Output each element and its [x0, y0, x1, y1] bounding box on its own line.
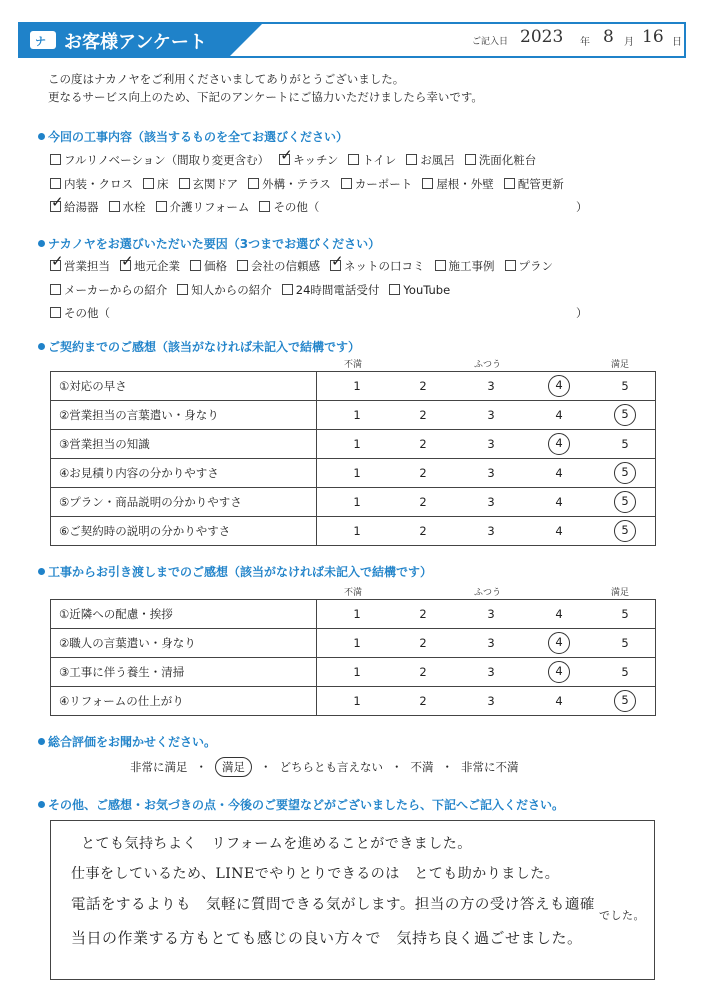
checkbox-label: 24時間電話受付	[295, 283, 380, 297]
checkbox-label: ネットの口コミ	[344, 259, 425, 273]
checkbox-label: YouTube	[403, 283, 451, 297]
rating-row	[51, 459, 656, 488]
comment-box[interactable]	[50, 820, 655, 980]
section-title-text: 総合評価をお聞かせください。	[48, 735, 217, 749]
checkbox[interactable]	[259, 201, 270, 212]
section-title-q6	[38, 796, 564, 813]
rating-option[interactable]: 1	[353, 466, 361, 480]
rating-scale	[317, 372, 656, 401]
overall-option-selected[interactable]: 満足	[215, 757, 252, 777]
checkbox-option[interactable]	[330, 258, 425, 274]
rating-option-selected[interactable]: 4	[548, 375, 570, 397]
section-title-text: 今回の工事内容（該当するものを全てお選びください）	[48, 130, 349, 144]
scale-low: 不満	[344, 588, 363, 598]
section-title-text: ご契約までのご感想（該当がなければ未記入で結構です）	[48, 340, 361, 354]
checkbox-option[interactable]	[504, 176, 564, 192]
month-unit: 月	[624, 37, 634, 48]
checkbox-label: キッチン	[293, 153, 339, 167]
checkbox-option[interactable]	[50, 282, 167, 298]
rating-option[interactable]: 3	[487, 607, 495, 621]
checkbox[interactable]	[120, 260, 131, 271]
checkbox-option[interactable]	[435, 258, 495, 274]
checkbox[interactable]	[279, 154, 290, 165]
checkbox[interactable]	[341, 178, 352, 189]
title-band	[20, 24, 230, 56]
rating-option[interactable]: 3	[487, 379, 495, 393]
checkbox[interactable]	[190, 260, 201, 271]
scale-mid: ふつう	[474, 588, 502, 598]
checkbox-option[interactable]	[50, 152, 269, 168]
checkbox-option[interactable]	[422, 176, 494, 192]
rating-row	[51, 430, 656, 459]
checkbox[interactable]	[179, 178, 190, 189]
checkbox[interactable]	[50, 201, 61, 212]
rating-option[interactable]: 3	[487, 636, 495, 650]
overall-option[interactable]: 非常に不満	[461, 760, 519, 774]
date-label: ご記入日	[472, 37, 509, 47]
page-title: お客様アンケート	[64, 32, 207, 53]
date-day[interactable]: 16	[642, 27, 664, 47]
checkbox[interactable]	[248, 178, 259, 189]
rating-option-selected[interactable]: 5	[614, 690, 636, 712]
checkbox-label: フルリノベーション（間取り変更含む）	[64, 153, 270, 167]
checkbox[interactable]	[282, 284, 293, 295]
rating-option[interactable]: 2	[419, 636, 427, 650]
checkbox[interactable]	[156, 201, 167, 212]
checkbox[interactable]	[435, 260, 446, 271]
checkbox[interactable]	[143, 178, 154, 189]
rating-question: ②営業担当の言葉遣い・身なり	[51, 401, 317, 430]
checkbox-label: 屋根・外壁	[436, 177, 494, 191]
rating-option[interactable]: 2	[419, 408, 427, 422]
checkbox-option[interactable]	[120, 258, 180, 274]
checkbox-label: 洗面化粧台	[478, 153, 537, 167]
rating-option[interactable]: 2	[419, 466, 427, 480]
intro-line: この度はナカノヤをご利用くださいましてありがとうございました。	[48, 72, 405, 86]
rating-option[interactable]: 1	[353, 607, 361, 621]
rating-option[interactable]: 5	[621, 665, 629, 679]
section-title-text: ナカノヤをお選びいただいた要因（3つまでお選びください）	[48, 237, 381, 251]
rating-question: ③工事に伴う養生・清掃	[51, 658, 317, 687]
checkbox[interactable]	[422, 178, 433, 189]
checkbox-option[interactable]	[50, 305, 110, 321]
rating-row	[51, 401, 656, 430]
comment-line: 仕事をしているため、LINEでやりとりできるのは とても助かりました。	[71, 866, 560, 882]
rating-scale	[317, 629, 656, 658]
section-title-q1	[38, 128, 348, 145]
scale-high: 満足	[611, 588, 630, 598]
rating-option[interactable]: 3	[487, 524, 495, 538]
checkbox-option[interactable]	[282, 282, 380, 298]
rating-option-selected[interactable]: 5	[614, 462, 636, 484]
rating-question: ③営業担当の知識	[51, 430, 317, 459]
rating-scale	[317, 401, 656, 430]
checkbox-option[interactable]	[406, 152, 455, 168]
checkbox-option[interactable]	[143, 176, 169, 192]
checkbox-row	[50, 282, 460, 298]
checkbox-option[interactable]	[341, 176, 413, 192]
checkbox[interactable]	[50, 284, 61, 295]
rating-scale	[317, 517, 656, 546]
rating-option[interactable]: 3	[487, 466, 495, 480]
checkbox-row	[50, 258, 563, 274]
checkbox-label: 知人からの紹介	[191, 283, 272, 297]
close-paren: ）	[576, 306, 588, 320]
rating-option[interactable]: 1	[353, 524, 361, 538]
checkbox[interactable]	[504, 178, 515, 189]
rating-option[interactable]: 2	[419, 379, 427, 393]
section-title-q4	[38, 563, 432, 580]
rating-row	[51, 658, 656, 687]
checkbox-label: その他（	[64, 306, 110, 320]
checkbox-row	[50, 305, 120, 321]
checkbox[interactable]	[348, 154, 359, 165]
intro-text	[48, 70, 483, 106]
comment-line: でした。	[599, 909, 645, 922]
rating-option[interactable]: 2	[419, 524, 427, 538]
date-year[interactable]: 2023	[520, 27, 564, 47]
checkbox-label: 給湯器	[64, 200, 99, 214]
rating-option[interactable]: 1	[353, 379, 361, 393]
rating-option[interactable]: 4	[555, 524, 563, 538]
rating-option[interactable]: 3	[487, 495, 495, 509]
rating-option[interactable]: 5	[621, 437, 629, 451]
overall-options	[130, 759, 527, 775]
checkbox-label: 施工事例	[448, 259, 495, 273]
rating-scale	[317, 459, 656, 488]
bullet-icon	[38, 133, 45, 140]
rating-option[interactable]: 2	[419, 694, 427, 708]
scale-mid: ふつう	[474, 360, 502, 370]
rating-row	[51, 687, 656, 716]
rating-option[interactable]: 5	[621, 379, 629, 393]
day-unit: 日	[672, 37, 682, 48]
checkbox-label: 価格	[204, 259, 227, 273]
checkbox-label: メーカーからの紹介	[64, 283, 168, 297]
section-title-q3	[38, 338, 360, 355]
rating-option[interactable]: 1	[353, 408, 361, 422]
bullet-icon	[38, 240, 45, 247]
rating-option[interactable]: 4	[555, 466, 563, 480]
separator: ・	[391, 760, 403, 774]
checkbox-option[interactable]	[190, 258, 227, 274]
checkbox-label: カーポート	[354, 177, 413, 191]
rating-row	[51, 488, 656, 517]
rating-row	[51, 517, 656, 546]
checkbox-option[interactable]	[156, 199, 250, 215]
bullet-icon	[38, 568, 45, 575]
checkbox-row	[50, 152, 546, 168]
rating-option-selected[interactable]: 5	[614, 491, 636, 513]
overall-option[interactable]: 不満	[410, 760, 434, 774]
rating-option[interactable]: 2	[419, 437, 427, 451]
checkbox-label: その他（	[273, 200, 320, 214]
rating-question: ①対応の早さ	[51, 372, 317, 401]
rating-option[interactable]: 5	[621, 636, 629, 650]
rating-scale	[317, 430, 656, 459]
rating-question: ④お見積り内容の分かりやすさ	[51, 459, 317, 488]
rating-row	[51, 629, 656, 658]
section-title-text: その他、ご感想・お気づきの点・今後のご要望などがございましたら、下記へご記入ください。	[48, 798, 565, 812]
rating-option[interactable]: 3	[487, 437, 495, 451]
checkbox-row	[50, 176, 574, 192]
header	[18, 22, 686, 58]
checkbox-label: 営業担当	[64, 259, 110, 273]
section-title-q5	[38, 733, 216, 750]
logo-text: ナ	[35, 35, 46, 48]
rating-scale	[317, 687, 656, 716]
checkbox-option[interactable]	[177, 282, 272, 298]
checkbox[interactable]	[465, 154, 476, 165]
scale-low: 不満	[344, 360, 363, 370]
checkbox-label: 地元企業	[134, 259, 180, 273]
checkbox[interactable]	[406, 154, 417, 165]
rating-question: ②職人の言葉遣い・身なり	[51, 629, 317, 658]
rating-question: ④リフォームの仕上がり	[51, 687, 317, 716]
rating-option[interactable]: 3	[487, 694, 495, 708]
comment-line: 電話をするよりも 気軽に質問できる気がします。担当の方の受け答えも適確	[71, 897, 595, 913]
rating-option[interactable]: 3	[487, 665, 495, 679]
rating-option[interactable]: 4	[555, 694, 563, 708]
checkbox[interactable]	[330, 260, 341, 271]
checkbox-option[interactable]	[179, 176, 239, 192]
overall-option[interactable]: どちらとも言えない	[279, 760, 383, 774]
checkbox-label: 会社の信頼感	[251, 259, 320, 273]
checkbox-label: プラン	[518, 259, 553, 273]
separator: ・	[260, 760, 272, 774]
rating-option[interactable]: 2	[419, 665, 427, 679]
date-month[interactable]: 8	[603, 27, 614, 47]
checkbox-option[interactable]	[505, 258, 554, 274]
rating-option-selected[interactable]: 4	[548, 632, 570, 654]
checkbox-label: トイレ	[362, 153, 397, 167]
rating-option[interactable]: 1	[353, 665, 361, 679]
section-title-text: 工事からお引き渡しまでのご感想（該当がなければ未記入で結構です）	[48, 565, 433, 579]
rating-scale	[317, 488, 656, 517]
rating-option[interactable]: 1	[353, 636, 361, 650]
q3-rating-table	[50, 371, 656, 546]
checkbox-label: お風呂	[420, 153, 455, 167]
checkbox[interactable]	[505, 260, 516, 271]
checkbox-option[interactable]	[109, 199, 146, 215]
checkbox-option[interactable]	[279, 152, 338, 168]
year-unit: 年	[580, 37, 590, 48]
comment-line: とても気持ちよく リフォームを進めることができました。	[81, 836, 472, 852]
separator: ・	[441, 760, 453, 774]
checkbox-label: 配管更新	[517, 177, 564, 191]
bullet-icon	[38, 343, 45, 350]
rating-question: ⑥ご契約時の説明の分かりやすさ	[51, 517, 317, 546]
checkbox[interactable]	[237, 260, 248, 271]
rating-scale	[317, 600, 656, 629]
section-title-q2	[38, 235, 380, 252]
checkbox-option[interactable]	[465, 152, 537, 168]
rating-option[interactable]: 1	[353, 694, 361, 708]
checkbox-option[interactable]	[348, 152, 396, 168]
rating-option[interactable]: 4	[555, 495, 563, 509]
checkbox-label: 水栓	[122, 200, 146, 214]
checkbox[interactable]	[50, 260, 61, 271]
rating-option-selected[interactable]: 5	[614, 520, 636, 542]
rating-question: ⑤プラン・商品説明の分かりやすさ	[51, 488, 317, 517]
intro-line: 更なるサービス向上のため、下記のアンケートにご協力いただけましたら幸いです。	[48, 90, 483, 104]
close-paren: ）	[576, 200, 588, 214]
checkbox[interactable]	[389, 284, 400, 295]
checkbox-option[interactable]	[248, 176, 331, 192]
checkbox[interactable]	[50, 178, 61, 189]
rating-option[interactable]: 4	[555, 408, 563, 422]
rating-option[interactable]: 2	[419, 607, 427, 621]
checkbox-label: 外構・テラス	[262, 177, 331, 191]
comment-line: 当日の作業する方もとても感じの良い方々で 気持ち良く過ごせました。	[71, 929, 583, 947]
rating-row	[51, 372, 656, 401]
checkbox-option[interactable]	[389, 283, 450, 297]
checkbox-label: 内装・クロス	[64, 177, 133, 191]
rating-scale	[317, 658, 656, 687]
checkbox-option[interactable]	[259, 199, 319, 215]
rating-row	[51, 600, 656, 629]
separator: ・	[195, 760, 207, 774]
overall-option[interactable]: 非常に満足	[130, 760, 188, 774]
checkbox-option[interactable]	[50, 176, 133, 192]
bullet-icon	[38, 738, 45, 745]
checkbox-label: 玄関ドア	[192, 177, 239, 191]
rating-option[interactable]: 3	[487, 408, 495, 422]
checkbox-label: 床	[157, 177, 169, 191]
checkbox-label: 介護リフォーム	[169, 200, 250, 214]
rating-option[interactable]: 5	[621, 607, 629, 621]
checkbox[interactable]	[109, 201, 120, 212]
rating-option[interactable]: 1	[353, 495, 361, 509]
rating-option[interactable]: 2	[419, 495, 427, 509]
checkbox[interactable]	[50, 154, 61, 165]
rating-option[interactable]: 4	[555, 607, 563, 621]
checkbox-row	[50, 199, 329, 215]
rating-option-selected[interactable]: 5	[614, 404, 636, 426]
rating-option-selected[interactable]: 4	[548, 433, 570, 455]
checkbox[interactable]	[50, 307, 61, 318]
rating-option-selected[interactable]: 4	[548, 661, 570, 683]
q4-rating-table	[50, 599, 656, 716]
scale-high: 満足	[611, 360, 630, 370]
rating-question: ①近隣への配慮・挨拶	[51, 600, 317, 629]
checkbox-option[interactable]	[50, 199, 99, 215]
logo	[30, 31, 56, 49]
checkbox[interactable]	[177, 284, 188, 295]
bullet-icon	[38, 801, 45, 808]
rating-option[interactable]: 1	[353, 437, 361, 451]
checkbox-option[interactable]	[50, 258, 110, 274]
checkbox-option[interactable]	[237, 258, 320, 274]
